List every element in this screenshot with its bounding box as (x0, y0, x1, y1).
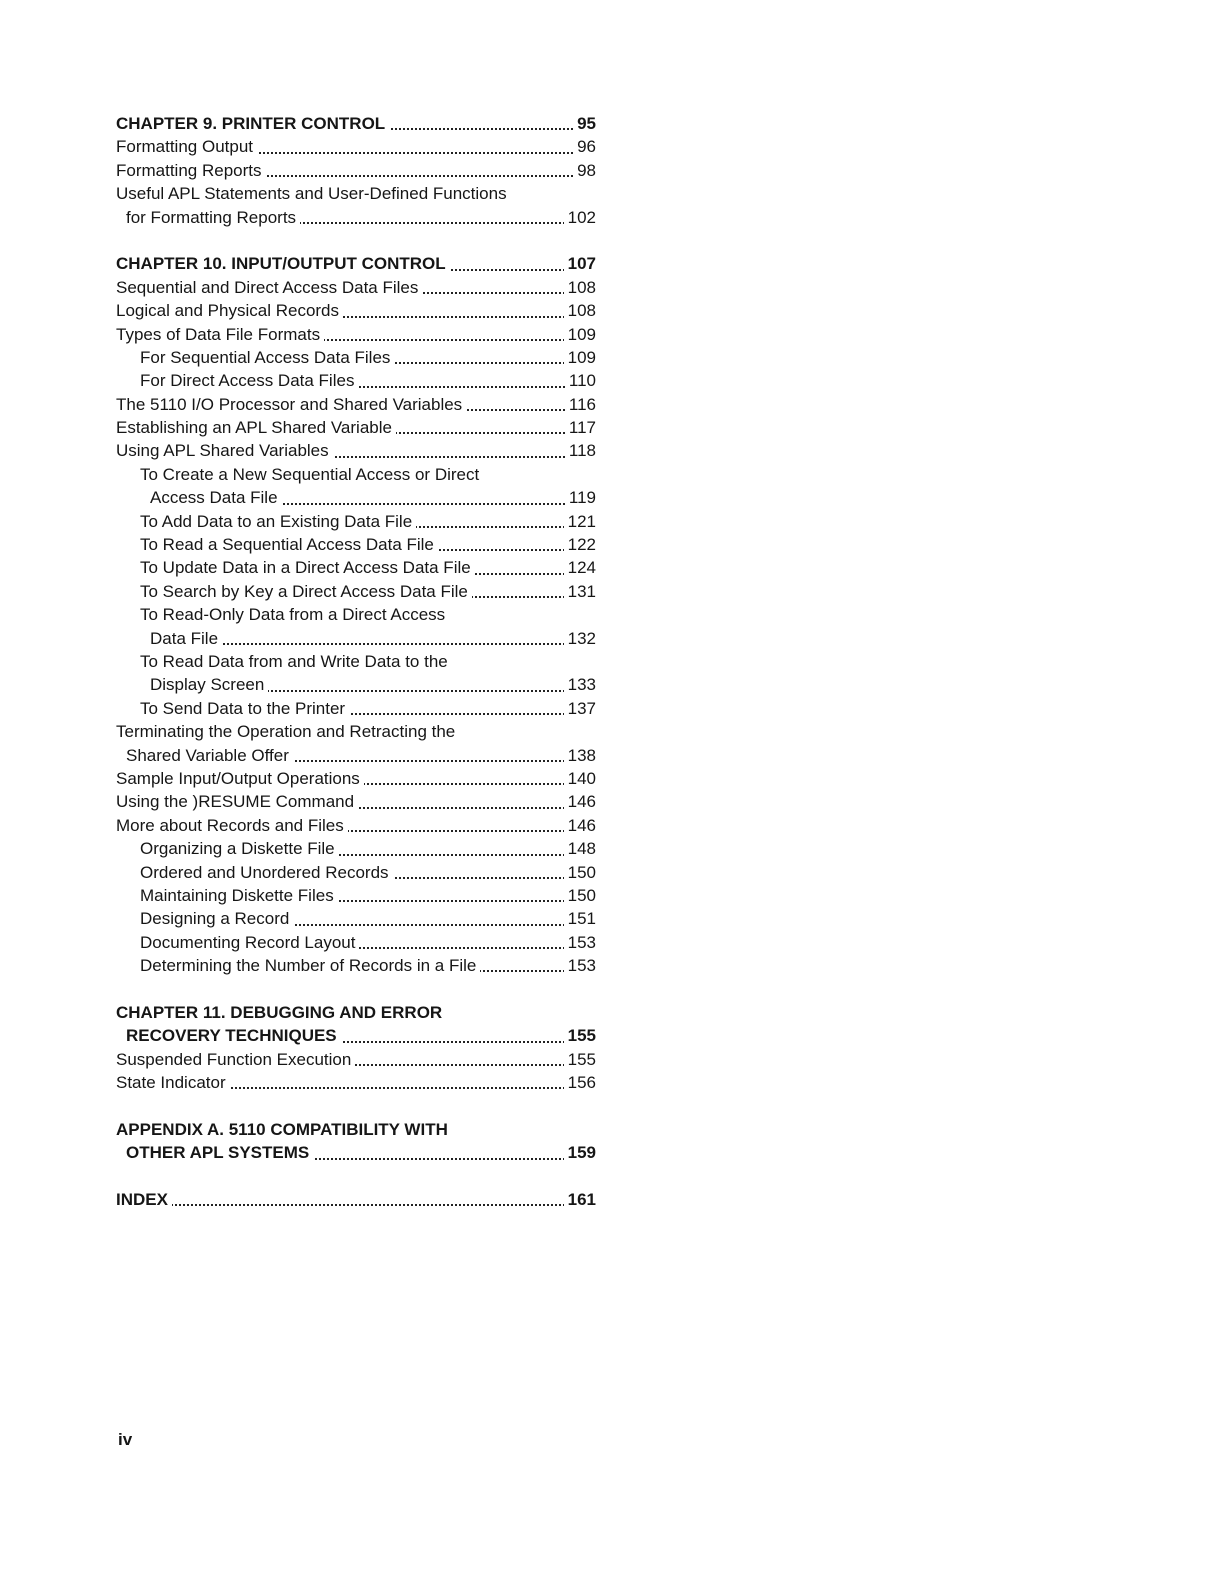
toc-entry (116, 1071, 596, 1094)
toc-entry-title: OTHER APL SYSTEMS (116, 1143, 313, 1162)
toc-entry-title: Maintaining Diskette Files (116, 886, 338, 905)
toc-entry-title: CHAPTER 11. DEBUGGING AND ERROR (116, 1003, 446, 1022)
toc-entry-title: RECOVERY TECHNIQUES (116, 1026, 341, 1045)
toc-page-number: 107 (564, 252, 596, 275)
toc-entry-title: Establishing an APL Shared Variable (116, 418, 396, 437)
page-number: iv (118, 1430, 133, 1449)
toc-page-number: 133 (564, 673, 596, 696)
toc-heading (116, 1141, 596, 1164)
toc-entry (116, 673, 596, 696)
toc-entry-title: Documenting Record Layout (116, 933, 359, 952)
toc-page-number: 153 (564, 931, 596, 954)
toc-entry (116, 603, 596, 626)
toc-entry (116, 790, 596, 813)
toc-entry-title: For Sequential Access Data Files (116, 348, 394, 367)
toc-page-number: 156 (564, 1071, 596, 1094)
toc-entry (116, 884, 596, 907)
toc-entry-title: To Send Data to the Printer (116, 699, 349, 718)
toc-page-number: 146 (564, 814, 596, 837)
toc-page-number: 98 (573, 159, 596, 182)
toc-heading (116, 1001, 596, 1024)
toc-entry (116, 439, 596, 462)
toc-page-number: 122 (564, 533, 596, 556)
toc-page-number: 140 (564, 767, 596, 790)
toc-entry-title: for Formatting Reports (116, 208, 300, 227)
toc-page-number: 95 (573, 112, 596, 135)
toc-entry-title: To Read Data from and Write Data to the (116, 652, 452, 671)
toc-page-number: 96 (573, 135, 596, 158)
toc-entry (116, 206, 596, 229)
toc-entry (116, 510, 596, 533)
toc-heading (116, 1024, 596, 1047)
toc-page-number: 108 (564, 276, 596, 299)
toc-entry (116, 767, 596, 790)
toc-heading (116, 1188, 596, 1211)
toc-entry (116, 697, 596, 720)
toc-page-number: 138 (564, 744, 596, 767)
toc-entry-title: Determining the Number of Records in a File (116, 956, 480, 975)
toc-page-number: 102 (564, 206, 596, 229)
toc-entry (116, 627, 596, 650)
toc-entry (116, 650, 596, 673)
toc-entry (116, 861, 596, 884)
toc-page-number: 110 (565, 369, 596, 392)
toc-entry (116, 135, 596, 158)
toc-entry-title: To Read-Only Data from a Direct Access (116, 605, 449, 624)
toc-page-number: 109 (564, 323, 596, 346)
toc-entry (116, 907, 596, 930)
toc-entry (116, 837, 596, 860)
toc-page-number: 108 (564, 299, 596, 322)
toc-entry-title: INDEX (116, 1190, 172, 1209)
toc-page-number: 155 (564, 1024, 596, 1047)
toc-entry (116, 463, 596, 486)
toc-entry-title: Ordered and Unordered Records (116, 863, 393, 882)
toc-entry (116, 393, 596, 416)
toc-entry-title: Suspended Function Execution (116, 1050, 355, 1069)
toc-entry-title: APPENDIX A. 5110 COMPATIBILITY WITH (116, 1120, 452, 1139)
toc-entry-title: To Update Data in a Direct Access Data File (116, 558, 475, 577)
toc-page-number: 146 (564, 790, 596, 813)
toc-entry (116, 416, 596, 439)
toc-entry-title: More about Records and Files (116, 816, 348, 835)
toc-entry-title: To Add Data to an Existing Data File (116, 512, 416, 531)
toc-entry-title: Shared Variable Offer (116, 746, 293, 765)
toc-entry-title: Logical and Physical Records (116, 301, 343, 320)
toc-page-number: 151 (564, 907, 596, 930)
toc-entry (116, 486, 596, 509)
toc-entry-title: Using APL Shared Variables (116, 441, 333, 460)
toc-entry (116, 720, 596, 743)
toc-page-number: 116 (565, 393, 596, 416)
toc-entry-title: Display Screen (116, 675, 268, 694)
toc-entry-title: Sequential and Direct Access Data Files (116, 278, 422, 297)
toc-page-number: 153 (564, 954, 596, 977)
toc-page-number: 118 (565, 439, 596, 462)
toc-entry-title: Organizing a Diskette File (116, 839, 339, 858)
toc-entry (116, 299, 596, 322)
toc-entry-title: Types of Data File Formats (116, 325, 324, 344)
toc-entry-title: Formatting Reports (116, 161, 266, 180)
toc-heading (116, 112, 596, 135)
toc-entry (116, 954, 596, 977)
toc-page-number: 159 (564, 1141, 596, 1164)
toc-entry-title: For Direct Access Data Files (116, 371, 358, 390)
toc-entry (116, 182, 596, 205)
toc-entry (116, 159, 596, 182)
toc-entry-title: State Indicator (116, 1073, 230, 1092)
toc-entry-title: Terminating the Operation and Retracting the (116, 722, 459, 741)
toc-entry (116, 346, 596, 369)
toc-entry-title: Access Data File (116, 488, 282, 507)
toc-page-number: 109 (564, 346, 596, 369)
toc-entry (116, 744, 596, 767)
toc-entry-title: CHAPTER 9. PRINTER CONTROL (116, 114, 389, 133)
dot-leader (116, 1204, 596, 1206)
toc-entry (116, 369, 596, 392)
toc-entry-title: Useful APL Statements and User-Defined Functions (116, 184, 511, 203)
toc-entry-title: Formatting Output (116, 137, 257, 156)
toc-entry (116, 323, 596, 346)
toc-entry (116, 580, 596, 603)
toc-entry (116, 533, 596, 556)
toc-entry-title: To Search by Key a Direct Access Data File (116, 582, 472, 601)
toc-page-number: 131 (564, 580, 596, 603)
toc-entry (116, 931, 596, 954)
toc-entry (116, 1048, 596, 1071)
toc-page-number: 132 (564, 627, 596, 650)
toc-page-number: 155 (564, 1048, 596, 1071)
toc-entry (116, 276, 596, 299)
toc-entry-title: Using the )RESUME Command (116, 792, 358, 811)
table-of-contents (116, 112, 596, 1211)
toc-page-number: 161 (564, 1188, 596, 1211)
toc-page-number: 117 (565, 416, 596, 439)
toc-entry-title: To Create a New Sequential Access or Direct (116, 465, 483, 484)
toc-page-number: 124 (564, 556, 596, 579)
toc-page-number: 150 (564, 861, 596, 884)
toc-heading (116, 252, 596, 275)
toc-entry-title: Designing a Record (116, 909, 293, 928)
toc-entry-title: The 5110 I/O Processor and Shared Variables (116, 395, 466, 414)
toc-entry (116, 556, 596, 579)
toc-heading (116, 1118, 596, 1141)
toc-page-number: 119 (565, 486, 596, 509)
toc-entry-title: Data File (116, 629, 222, 648)
toc-page-number: 148 (564, 837, 596, 860)
toc-entry-title: Sample Input/Output Operations (116, 769, 364, 788)
toc-entry (116, 814, 596, 837)
toc-page-number: 121 (564, 510, 596, 533)
toc-entry-title: To Read a Sequential Access Data File (116, 535, 438, 554)
toc-page-number: 137 (564, 697, 596, 720)
toc-page-number: 150 (564, 884, 596, 907)
toc-entry-title: CHAPTER 10. INPUT/OUTPUT CONTROL (116, 254, 450, 273)
